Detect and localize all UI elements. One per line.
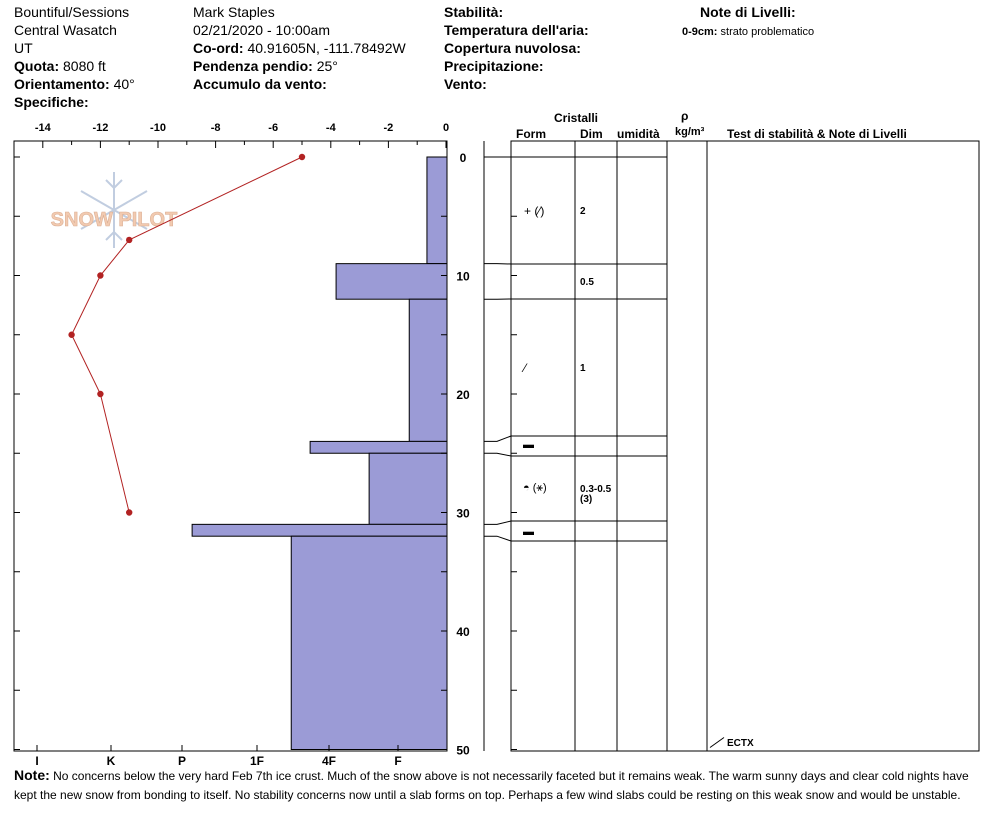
slope-label: Pendenza pendio:	[193, 58, 313, 74]
air-temp-label: Temperatura dell'aria:	[444, 22, 589, 38]
moisture-header: umidità	[617, 127, 660, 141]
depth-tick-label: 50	[456, 743, 470, 758]
layer-connector	[484, 536, 511, 541]
layer-connector	[484, 453, 511, 456]
temp-tick-label: -2	[383, 122, 394, 134]
layer-notes-title: Note di Livelli:	[700, 4, 796, 20]
depth-tick-label: 40	[456, 625, 470, 639]
coords-value: 40.91605N, -111.78492W	[247, 40, 406, 56]
hardness-tick-label: K	[106, 754, 116, 768]
precip-label: Precipitazione:	[444, 58, 544, 74]
hardness-tick-label: F	[394, 754, 402, 768]
layer-4-form: ▬	[523, 439, 534, 451]
wind-loading-label: Accumulo da vento:	[193, 76, 327, 92]
note-text: No concerns below the very hard Feb 7th ice crust. Much of the snow above is not necessarily faceted but it remains weak. The warm sunny days and clear cold nights have kept the new snow from bonding to itself. No stability concerns now until a slab forms on top. Perhaps a few wind slabs could be resting on this weak snow and would be unstable.	[14, 769, 969, 802]
hardness-tick-label: P	[177, 754, 187, 768]
layer-5-form: ◓ (⚹)	[523, 482, 547, 494]
aspect-label: Orientamento:	[14, 76, 110, 92]
rho-header: ρ	[681, 109, 689, 123]
stability-notes-header: Test di stabilità & Note di Livelli	[727, 127, 907, 141]
size-header: Dim	[580, 127, 603, 141]
layer-1-form: + (⁄)	[524, 204, 545, 218]
temperature-point	[97, 391, 103, 397]
temperature-point	[126, 237, 132, 243]
table-frame	[511, 141, 979, 751]
depth-tick-label: 30	[456, 506, 470, 521]
depth-tick-label: 20	[456, 388, 470, 402]
temperature-axis	[35, 122, 449, 148]
hardness-tick-label: 1F	[249, 754, 265, 768]
hardness-bar-5	[369, 453, 447, 524]
aspect-value: 40°	[113, 76, 135, 92]
density-unit-header: kg/m³	[675, 126, 705, 138]
temp-tick-label: -6	[268, 122, 279, 134]
hardness-tick-label: I	[35, 754, 39, 768]
layer-connector	[484, 521, 511, 524]
datetime: 02/21/2020 - 10:00am	[193, 22, 330, 38]
elevation-label: Quota:	[14, 58, 60, 74]
layer-boundaries	[484, 157, 724, 748]
form-header: Form	[516, 127, 546, 141]
hardness-bars	[192, 157, 447, 750]
layer-note-text: strato problematico	[720, 26, 815, 38]
hardness-tick-label: 4F	[321, 754, 337, 768]
temp-tick-label: -4	[325, 122, 336, 134]
cloud-label: Copertura nuvolosa:	[444, 40, 581, 56]
watermark-text: SNOW PILOT	[50, 209, 178, 231]
layer-1-size: 2	[580, 206, 586, 217]
state: UT	[14, 40, 33, 56]
depth-tick-label: 10	[456, 269, 470, 284]
temperature-point	[299, 154, 305, 160]
temperature-point	[126, 509, 132, 515]
hardness-bar-3	[409, 299, 447, 441]
note-block	[14, 766, 982, 805]
snowpilot-watermark	[51, 172, 178, 248]
temp-tick-label: -14	[34, 122, 51, 134]
layer-connector	[484, 436, 511, 441]
wind-label: Vento:	[444, 76, 487, 92]
temperature-point	[97, 272, 103, 278]
specifics-label: Specifiche:	[14, 94, 89, 110]
layer-table	[484, 141, 979, 751]
range: Central Wasatch	[14, 22, 117, 38]
layer-3-size: 1	[580, 363, 586, 374]
layer-5-size: 0.3-0.5	[580, 484, 612, 495]
temp-tick-label: -8	[210, 122, 221, 134]
coords-label: Co-ord:	[193, 40, 244, 56]
slope-value: 25°	[316, 58, 338, 74]
temperature-point	[68, 332, 74, 338]
temp-tick-label: 0	[442, 122, 450, 134]
elevation-value: 8080 ft	[63, 58, 106, 74]
ectx-label: ECTX	[727, 738, 754, 749]
hardness-bar-1	[427, 157, 447, 264]
layer-5-size-count: (3)	[580, 494, 593, 505]
temp-tick-label: -12	[92, 122, 109, 134]
layer-3-form: ⁄	[524, 361, 527, 375]
observer: Mark Staples	[193, 4, 275, 20]
layer-6-form: ▬	[523, 526, 534, 538]
layer-note-range: 0-9cm:	[682, 26, 718, 38]
ectx-arrow	[710, 738, 724, 748]
note-label: Note:	[14, 767, 50, 783]
layer-2-size: 0.5	[580, 277, 594, 288]
hardness-bar-4	[310, 441, 447, 453]
hardness-bar-2	[336, 264, 447, 300]
temp-tick-label: -10	[150, 122, 166, 134]
crystals-header: Cristalli	[554, 111, 599, 125]
depth-tick-label: 0	[459, 151, 467, 165]
hardness-bar-7	[291, 536, 447, 749]
stability-label: Stabilità:	[444, 4, 504, 20]
hardness-bar-6	[192, 524, 447, 536]
location: Bountiful/Sessions	[14, 4, 130, 20]
